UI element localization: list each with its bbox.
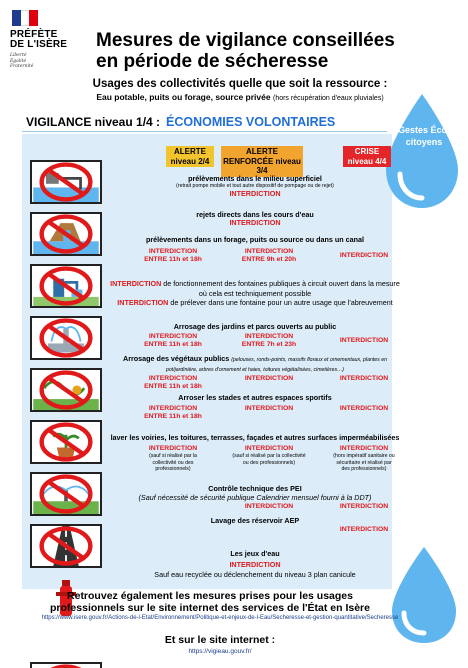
row3-c1-status: INTERDICTION xyxy=(148,248,198,255)
row2-status: INTERDICTION xyxy=(229,218,281,227)
row3-c3-status: INTERDICTION xyxy=(339,252,389,259)
footer-line-2: professionnels sur le site internet des services de l'État en Isère xyxy=(50,602,370,614)
dam-outlet-icon xyxy=(30,212,102,256)
row1-note: (retrait pompe mobile et tout autre dispositif de pompage ou de rejet) xyxy=(176,183,334,189)
vigilance-name: ÉCONOMIES VOLONTAIRES xyxy=(166,114,336,129)
row-rejets xyxy=(110,210,400,228)
row7-c1-hours: ENTRE 11h et 18h xyxy=(144,413,202,420)
row6-c1-status: INTERDICTION xyxy=(148,375,198,382)
row-laver-voiries xyxy=(110,433,400,479)
garden-hose-icon xyxy=(30,368,102,412)
row6-note: (pelouses, ronds-points, massifs floraux et ornementaux, plantes en pot/jardinière, arbres d'ornement et haies, toitures végétalisées, cimetières…) xyxy=(165,357,387,373)
row2-title: rejets directs dans les cours d'eau xyxy=(196,210,314,219)
row3-title: prélèvements dans un forage, puits ou source ou dans un canal xyxy=(145,235,365,244)
row-stades xyxy=(110,393,400,423)
row3-c2-hours: ENTRE 9h et 20h xyxy=(241,256,297,263)
row10-title: Lavage des réservoir AEP xyxy=(210,516,300,525)
row7-c2-status: INTERDICTION xyxy=(244,405,294,412)
plant-pot-icon xyxy=(30,420,102,464)
row4-red-1: INTERDICTION xyxy=(110,279,162,288)
row6-c2-status: INTERDICTION xyxy=(244,375,294,382)
row-arrosage-vegetaux xyxy=(110,354,400,393)
row6-c1-hours: ENTRE 11h et 18h xyxy=(144,383,202,390)
prefecture-logo xyxy=(10,10,80,70)
row6-c3-status: INTERDICTION xyxy=(339,375,389,382)
row5-c1-status: INTERDICTION xyxy=(148,333,198,340)
subtitle: Usages des collectivités quelle que soit la ressource : xyxy=(92,78,388,90)
logo-motto xyxy=(10,53,80,70)
footer-line-1: Retrouvez également les mesures prises pour les usages xyxy=(67,590,353,602)
level-renforcee-badge: ALERTE RENFORCÉE niveau 3/4 xyxy=(221,146,303,177)
footer-link-vigieau[interactable]: https://vigieau.gouv.fr/ xyxy=(188,648,252,655)
well-pump-icon xyxy=(30,264,102,308)
row10-c3-status: INTERDICTION xyxy=(339,526,389,533)
row-controle-pei xyxy=(110,484,400,513)
row-prelevements-superficiel xyxy=(110,174,400,198)
row8-c2-status: INTERDICTION xyxy=(244,445,294,452)
subsubtitle-paren: (hors récupération d'eaux pluviales) xyxy=(272,95,384,102)
title-line-1: Mesures de vigilance conseillées xyxy=(96,30,395,51)
motto-liberte: Liberté xyxy=(10,53,27,58)
row4-text-2: de prélever dans une fontaine pour un autre usage que l'abreuvement xyxy=(170,297,393,307)
row4-text-1: de fonctionnement des fontaines publiques à circuit ouvert dans la mesure où cela est techniquement possible xyxy=(163,279,400,298)
row-forage xyxy=(110,235,400,266)
french-flag-icon xyxy=(12,10,38,26)
row7-c3-status: INTERDICTION xyxy=(339,405,389,412)
water-play-icon xyxy=(30,662,102,668)
level-crise-badge: CRISE niveau 4/4 xyxy=(343,146,391,167)
row5-c3-status: INTERDICTION xyxy=(339,337,389,344)
row8-c3-note: (hors impératif sanitaire ou sécuritaire et réalisé par des professionnels) xyxy=(333,453,395,472)
row9-note: (Sauf nécessité de sécurité publique Calendrier mensuel fourni à la DDT) xyxy=(138,493,372,502)
row1-status: INTERDICTION xyxy=(229,188,281,198)
row8-c1-status: INTERDICTION xyxy=(148,445,198,452)
row8-c2-note: (sauf si réalisé par la collectivité ou des professionnels) xyxy=(232,453,306,466)
level-alerte-badge: ALERTE niveau 2/4 xyxy=(166,146,214,167)
row9-c2-status: INTERDICTION xyxy=(244,503,294,510)
row9-c3-status: INTERDICTION xyxy=(339,503,389,510)
row5-c2-status: INTERDICTION xyxy=(244,333,294,340)
footer-text xyxy=(10,590,410,614)
vigilance-level: VIGILANCE niveau 1/4 : xyxy=(26,114,161,129)
title-line-2: en période de sécheresse xyxy=(96,51,329,72)
motto-fraternite: Fraternité xyxy=(10,64,34,69)
row8-c3-status: INTERDICTION xyxy=(339,445,389,452)
sprinkler-stadium-icon xyxy=(30,472,102,516)
row-arrosage-jardins xyxy=(110,322,400,351)
logo-title-2: DE L'ISÈRE xyxy=(10,39,68,50)
vigilance-header xyxy=(22,112,387,132)
row8-c1-note: (sauf si réalisé par la collectivité ou des professionnels) xyxy=(149,453,197,472)
footer-link-isere[interactable]: https://www.isere.gouv.fr/Actions-de-l-Etat/Environnement/Politique-et-enjeux-de-l-Eau/Secheresse-et-gestion-quantitative/Secheresse xyxy=(41,615,399,621)
row3-c2-status: INTERDICTION xyxy=(244,248,294,255)
row5-c1-hours: ENTRE 11h et 18h xyxy=(144,341,202,348)
row7-c1-status: INTERDICTION xyxy=(148,405,198,412)
row11-status: INTERDICTION xyxy=(229,560,281,569)
row6-title: Arrosage des végétaux publics xyxy=(123,354,230,363)
motto-egalite: Égalité xyxy=(10,58,27,64)
row11-title: Les jeux d'eau xyxy=(230,549,280,558)
fountain-icon xyxy=(30,316,102,360)
row3-c1-hours: ENTRE 11h et 18h xyxy=(144,256,202,263)
page-title xyxy=(96,30,456,72)
drop-label: Gestes Éco-citoyens xyxy=(397,125,451,147)
row-fontaines xyxy=(110,279,400,307)
row1-title: prélèvements dans le milieu superficiel xyxy=(188,174,322,183)
road-wash-icon xyxy=(30,524,102,568)
row5-title: Arrosage des jardins et parcs ouverts au public xyxy=(173,322,337,331)
row5-c2-hours: ENTRE 7h et 23h xyxy=(241,341,297,348)
row7-title: Arroser les stades et autres espaces sportifs xyxy=(178,393,332,402)
row-reservoir-aep xyxy=(110,516,400,536)
row11-note: Sauf eau recyclée ou déclenchement du niveau 3 plan canicule xyxy=(154,569,356,579)
footer-line-3: Et sur le site internet : xyxy=(164,634,276,646)
logo-title-1: PRÉFÈTE xyxy=(10,29,58,40)
row8-title: laver les voiries, les toitures, terrasses, façades et autres surfaces imperméabilisées xyxy=(110,433,400,442)
row9-title: Contrôle technique des PEI xyxy=(208,484,302,493)
row-jeux-eau xyxy=(110,549,400,579)
subsubtitle-main: Eau potable, puits ou forage, source privée xyxy=(96,92,271,102)
row4-red-2: INTERDICTION xyxy=(117,297,169,307)
pump-river-icon xyxy=(30,160,102,204)
